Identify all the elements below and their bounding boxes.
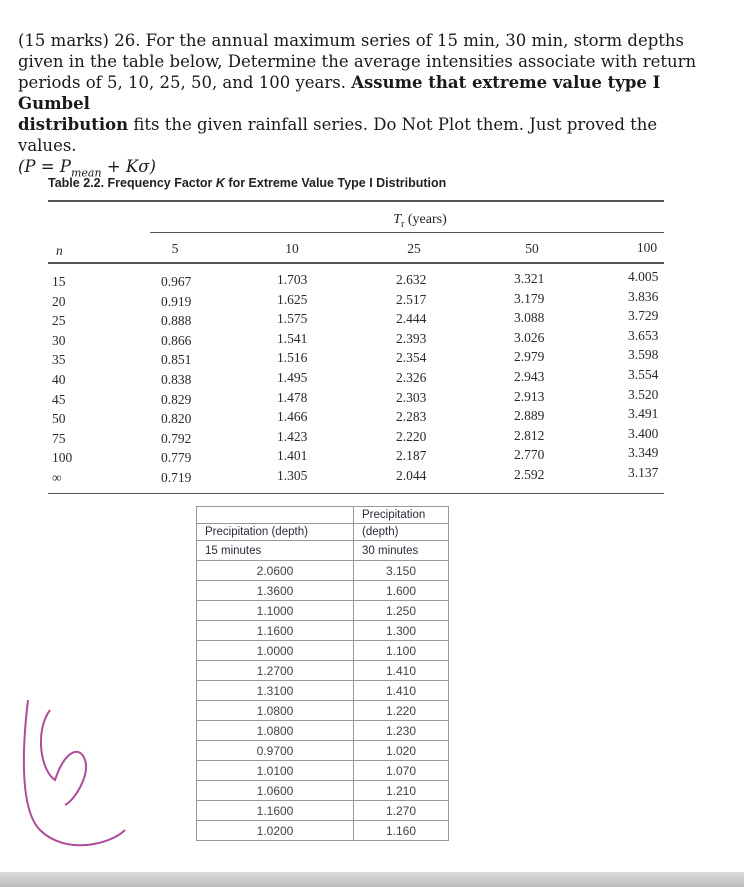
table-bottom-rule <box>48 493 664 494</box>
k-value: 3.321 <box>514 271 545 286</box>
precip-header-blank <box>197 507 354 524</box>
k-value: 3.026 <box>514 329 545 345</box>
precip-15min-value: 1.0800 <box>197 721 354 741</box>
question-line-3: periods of 5, 10, 25, 50, and 100 years. Assume that extreme value type I Gumbel <box>18 73 661 113</box>
k-value: 2.812 <box>514 427 545 443</box>
k-value: 1.625 <box>277 291 308 307</box>
table-top-rule <box>48 200 664 202</box>
k-value: 4.005 <box>628 269 659 284</box>
k-value: 0.888 <box>161 313 192 329</box>
precip-30min-value: 1.230 <box>354 721 449 741</box>
k-value: 1.495 <box>277 369 308 385</box>
k-value: 1.466 <box>277 409 308 425</box>
precip-30min-value: 1.410 <box>354 681 449 701</box>
precip-15min-value: 1.0600 <box>197 781 354 801</box>
k-value: 1.478 <box>277 389 308 405</box>
k-value: 3.653 <box>628 327 659 343</box>
k-column-5 <box>161 272 191 488</box>
n-column <box>52 272 82 488</box>
question-line-2: given in the table below, Determine the average intensities associate with return <box>18 52 697 71</box>
k-value: 2.913 <box>514 388 545 404</box>
precip-15min-value: 0.9700 <box>197 741 354 761</box>
k-value: 2.943 <box>514 368 545 384</box>
precip-30min-value: 1.600 <box>354 581 449 601</box>
k-value: 3.349 <box>628 445 659 461</box>
k-value: 0.851 <box>161 352 192 368</box>
precip-row <box>197 821 449 841</box>
precip-30min-value: 1.270 <box>354 801 449 821</box>
precip-row <box>197 781 449 801</box>
n-value: 45 <box>52 391 66 407</box>
n-header: n <box>56 243 63 258</box>
k-column-100 <box>628 267 658 483</box>
precip-header-30-line3: 30 minutes <box>354 541 449 561</box>
precip-15min-value: 1.3600 <box>197 581 354 601</box>
n-value: 100 <box>52 450 73 466</box>
n-value: 25 <box>52 313 66 329</box>
k-value: 1.703 <box>277 272 308 287</box>
precip-row <box>197 601 449 621</box>
k-value: 2.632 <box>396 272 427 287</box>
precip-header-30-line2: (depth) <box>354 524 449 541</box>
precip-row <box>197 761 449 781</box>
k-value: 0.829 <box>161 391 192 407</box>
k-value: 1.401 <box>277 448 308 464</box>
precip-row <box>197 741 449 761</box>
k-value: 2.044 <box>396 467 427 483</box>
precip-row <box>197 681 449 701</box>
precip-15min-value: 1.1600 <box>197 621 354 641</box>
precip-15min-value: 1.0800 <box>197 701 354 721</box>
k-value: 2.444 <box>396 311 427 327</box>
precip-header-row-2 <box>197 524 449 541</box>
k-value: 3.554 <box>628 366 659 382</box>
k-value: 0.838 <box>161 371 192 387</box>
precip-15min-value: 1.0100 <box>197 761 354 781</box>
precip-30min-value: 1.100 <box>354 641 449 661</box>
k-value: 2.592 <box>514 466 545 482</box>
n-value: 40 <box>52 371 66 387</box>
k-value: 3.836 <box>628 288 659 304</box>
precip-15min-value: 1.2700 <box>197 661 354 681</box>
precip-row <box>197 801 449 821</box>
k-value: 2.979 <box>514 349 545 365</box>
n-value: 15 <box>52 274 66 289</box>
k-value: 0.919 <box>161 293 192 309</box>
precip-30min-value: 1.410 <box>354 661 449 681</box>
precip-30min-value: 1.300 <box>354 621 449 641</box>
n-value: ∞ <box>52 469 62 485</box>
k-value: 0.719 <box>161 469 192 485</box>
question-formula: $(P = P_{mean} + K\sigma)$ <box>18 157 156 180</box>
question-text <box>18 30 708 183</box>
precip-row <box>197 701 449 721</box>
table-caption: Table 2.2. Frequency Factor K for Extreme Value Type I Distribution <box>48 176 447 190</box>
precip-row <box>197 581 449 601</box>
k-value: 2.187 <box>396 448 427 464</box>
precip-row <box>197 641 449 661</box>
question-line-1: (15 marks) 26. For the annual maximum series of 15 min, 30 min, storm depths <box>18 31 685 50</box>
header-25: 25 <box>407 241 421 256</box>
k-value: 0.967 <box>161 274 192 289</box>
precipitation-table <box>196 506 449 841</box>
k-value: 2.889 <box>514 408 545 424</box>
k-value: 2.283 <box>396 409 427 425</box>
k-value: 2.517 <box>396 291 427 307</box>
k-value: 3.137 <box>628 464 659 480</box>
bottom-edge <box>0 872 744 887</box>
precip-30min-value: 1.020 <box>354 741 449 761</box>
header-100: 100 <box>636 240 658 255</box>
precip-header-row-1 <box>197 507 449 524</box>
return-period-title: $T_r$ (years) <box>393 212 447 230</box>
k-value: 2.770 <box>514 447 545 463</box>
header-rule <box>150 232 664 233</box>
k-value: 3.088 <box>514 310 545 326</box>
precip-row <box>197 661 449 681</box>
header-5: 5 <box>171 241 179 256</box>
precip-15min-value: 1.1000 <box>197 601 354 621</box>
precip-row <box>197 621 449 641</box>
k-value: 2.326 <box>396 369 427 385</box>
k-value: 3.598 <box>628 347 659 363</box>
precip-30min-value: 1.160 <box>354 821 449 841</box>
k-value: 3.520 <box>628 386 659 402</box>
k-column-10 <box>277 270 307 486</box>
k-value: 0.779 <box>161 450 192 466</box>
k-value: 0.792 <box>161 430 192 446</box>
k-value: 2.303 <box>396 389 427 405</box>
handwritten-scribble <box>20 690 130 860</box>
k-value: 3.491 <box>628 406 659 422</box>
k-value: 0.820 <box>161 411 192 427</box>
k-value: 3.400 <box>628 425 659 441</box>
precip-header-15-line2: 15 minutes <box>197 541 354 561</box>
precip-15min-value: 1.0000 <box>197 641 354 661</box>
k-column-50 <box>514 269 544 485</box>
precip-30min-value: 3.150 <box>354 561 449 581</box>
precip-row <box>197 721 449 741</box>
k-value: 2.220 <box>396 428 427 444</box>
k-value: 0.866 <box>161 332 192 348</box>
precip-30min-value: 1.220 <box>354 701 449 721</box>
precip-30min-value: 1.210 <box>354 781 449 801</box>
precip-header-15-line1: Precipitation (depth) <box>197 524 354 541</box>
question-line-4: distribution fits the given rainfall series. Do Not Plot them. Just proved the values. <box>18 115 658 155</box>
k-value: 3.729 <box>628 308 659 324</box>
header-10: 10 <box>285 241 299 256</box>
precip-header-30-line1: Precipitation <box>354 507 449 524</box>
precip-header-row-3 <box>197 541 449 561</box>
precip-30min-value: 1.070 <box>354 761 449 781</box>
header-bottom-rule <box>48 262 664 264</box>
n-value: 75 <box>52 430 66 446</box>
k-value: 2.393 <box>396 330 427 346</box>
precip-30min-value: 1.250 <box>354 601 449 621</box>
header-50: 50 <box>525 241 539 256</box>
k-value: 3.179 <box>514 290 545 306</box>
k-value: 1.516 <box>277 350 308 366</box>
precip-15min-value: 1.3100 <box>197 681 354 701</box>
n-value: 35 <box>52 352 66 368</box>
k-column-25 <box>396 270 426 486</box>
precip-row <box>197 561 449 581</box>
k-value: 1.541 <box>277 330 308 346</box>
k-value: 1.423 <box>277 428 308 444</box>
n-value: 50 <box>52 411 66 427</box>
n-value: 30 <box>52 332 66 348</box>
k-value: 1.305 <box>277 467 308 483</box>
n-value: 20 <box>52 293 66 309</box>
precip-15min-value: 2.0600 <box>197 561 354 581</box>
precip-15min-value: 1.0200 <box>197 821 354 841</box>
precip-15min-value: 1.1600 <box>197 801 354 821</box>
k-value: 1.575 <box>277 311 308 327</box>
k-value: 2.354 <box>396 350 427 366</box>
